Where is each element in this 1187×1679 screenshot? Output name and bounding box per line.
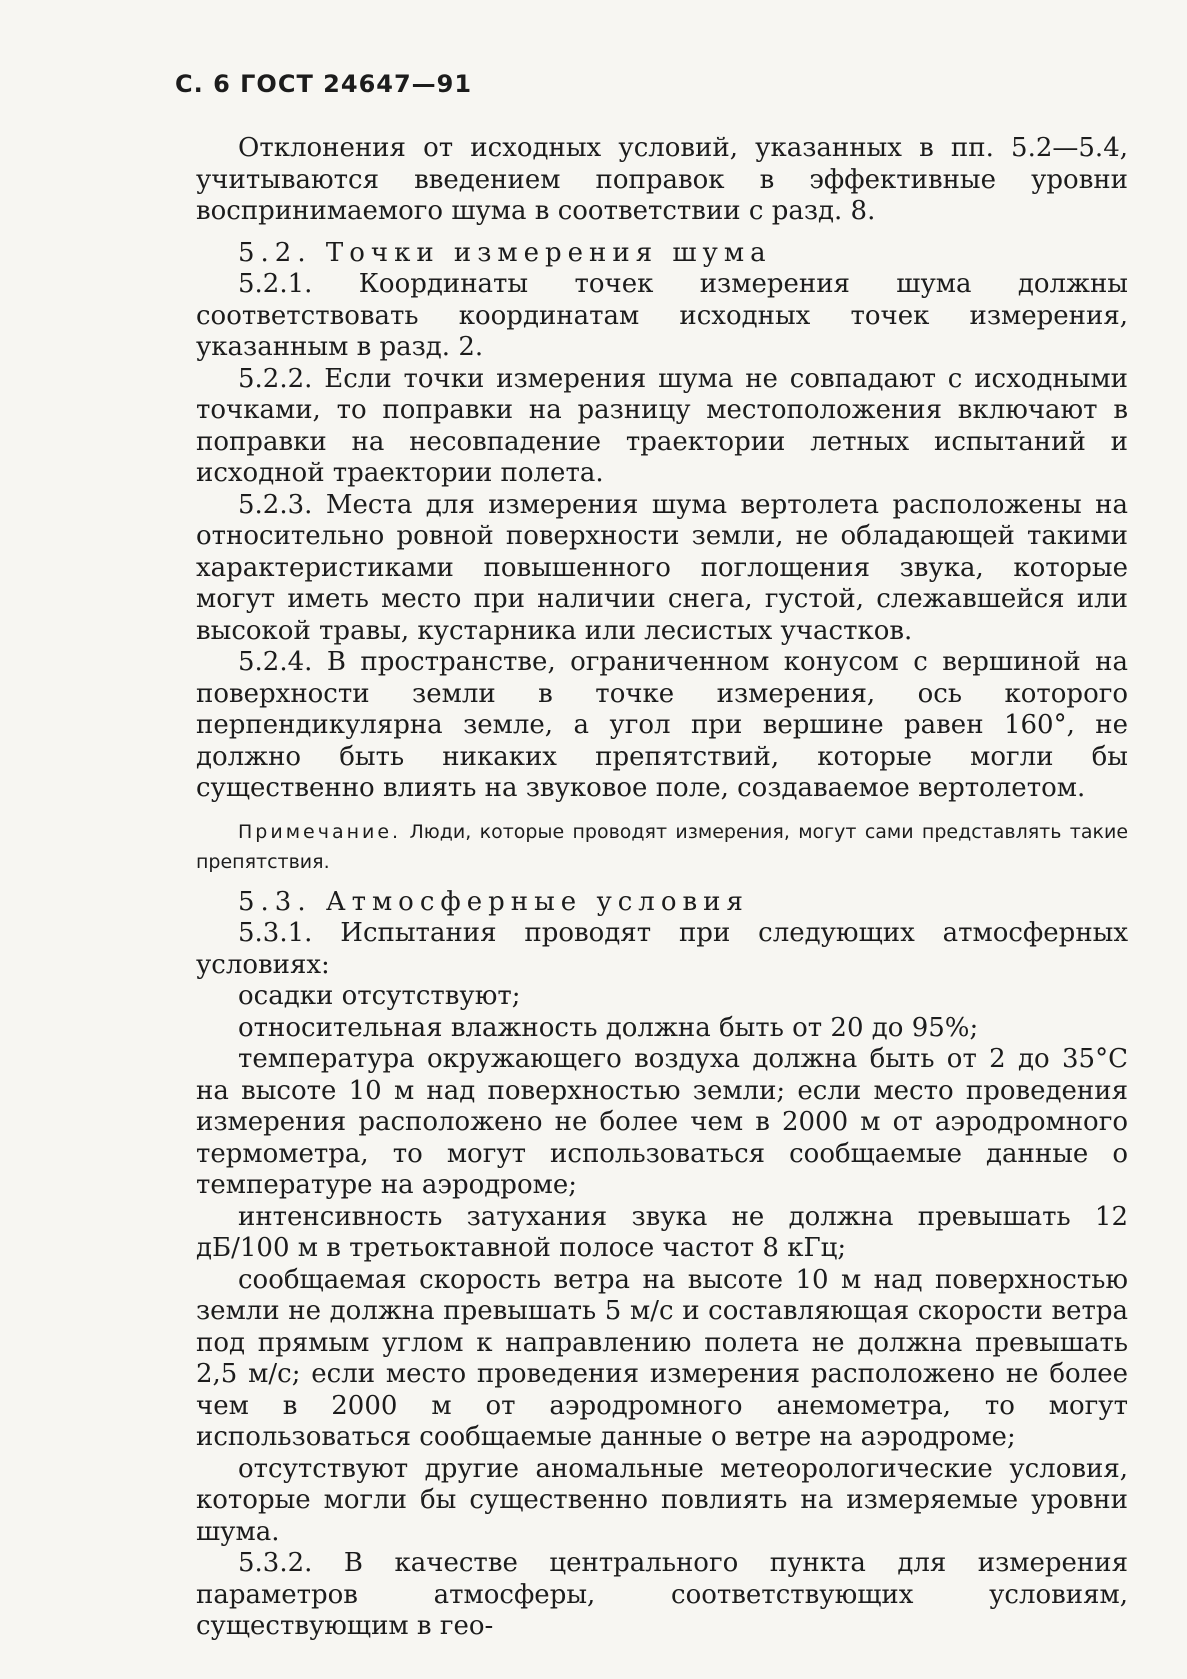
clause-5-2-4: 5.2.4. В пространстве, ограниченном конусом с вершиной на поверхности земли в точке измерения, ось которого перпендикулярна земле, а угол при вершине равен 160°, не должно быть никаких препятствий, которые могли бы существенно влиять на звуковое поле, создаваемое вертолетом. xyxy=(196,647,1128,803)
note xyxy=(196,817,1128,877)
condition-item: температура окружающего воздуха должна быть от 2 до 35°С на высоте 10 м над поверхностью земли; если место проведения измерения расположено не более чем в 2000 м от аэродромного термометра, то могут использоваться сообщаемые данные о температуре на аэродроме; xyxy=(196,1044,1128,1200)
condition-item: сообщаемая скорость ветра на высоте 10 м над поверхностью земли не должна превышать 5 м/с и составляющая скорости ветра под прямым углом к направлению полета не должна превышать 2,5 м/с; если место проведения измерения расположено не более чем в 2000 м от аэродромного анемометра, то могут использоваться сообщаемые данные о ветре на аэродроме; xyxy=(196,1264,1128,1452)
condition-item: интенсивность затухания звука не должна превышать 12 дБ/100 м в третьоктавной полосе частот 8 кГц; xyxy=(196,1201,1128,1263)
clause-5-3-2: 5.3.2. В качестве центрального пункта для измерения параметров атмосферы, соответствующих условиям, существующим в гео- xyxy=(196,1548,1128,1641)
clause-5-2-3: 5.2.3. Места для измерения шума вертолета расположены на относительно ровной поверхности земли, не обладающей такими характеристиками повышенного поглощения звука, которые могут иметь место при наличии снега, густой, слежавшейся или высокой травы, кустарника или лесистых участков. xyxy=(196,489,1128,646)
intro-paragraph: Отклонения от исходных условий, указанных в пп. 5.2—5.4, учитываются введением поправок в эффективные уровни воспринимаемого шума в соответствии с разд. 8. xyxy=(196,133,1128,226)
condition-item: осадки отсутствуют; xyxy=(238,981,521,1011)
clause-5-2-1: 5.2.1. Координаты точек измерения шума должны соответствовать координатам исходных точек измерения, указанным в разд. 2. xyxy=(196,269,1128,362)
page-header: С. 6 ГОСТ 24647—91 xyxy=(175,70,473,98)
note-label: Примечание. xyxy=(238,820,402,843)
document-body xyxy=(196,133,1128,1643)
clause-5-2-2: 5.2.2. Если точки измерения шума не совпадают с исходными точками, то поправки на разницу местоположения включают в поправки на несовпадение траектории летных испытаний и исходной траектории полета. xyxy=(196,363,1128,488)
section-5-3-title: 5.3. Атмосферные условия xyxy=(238,886,749,917)
condition-item: отсутствуют другие аномальные метеорологические условия, которые могли бы существенно повлиять на измеряемые уровни шума. xyxy=(196,1453,1128,1547)
section-5-2-title: 5.2. Точки измерения шума xyxy=(238,237,772,268)
note-text: Люди, которые проводят измерения, могут сами представлять такие препятствия. xyxy=(196,820,1129,873)
clause-5-3-1: 5.3.1. Испытания проводят при следующих атмосферных условиях: xyxy=(196,918,1128,980)
condition-item: относительная влажность должна быть от 20 до 95%; xyxy=(238,1012,979,1043)
